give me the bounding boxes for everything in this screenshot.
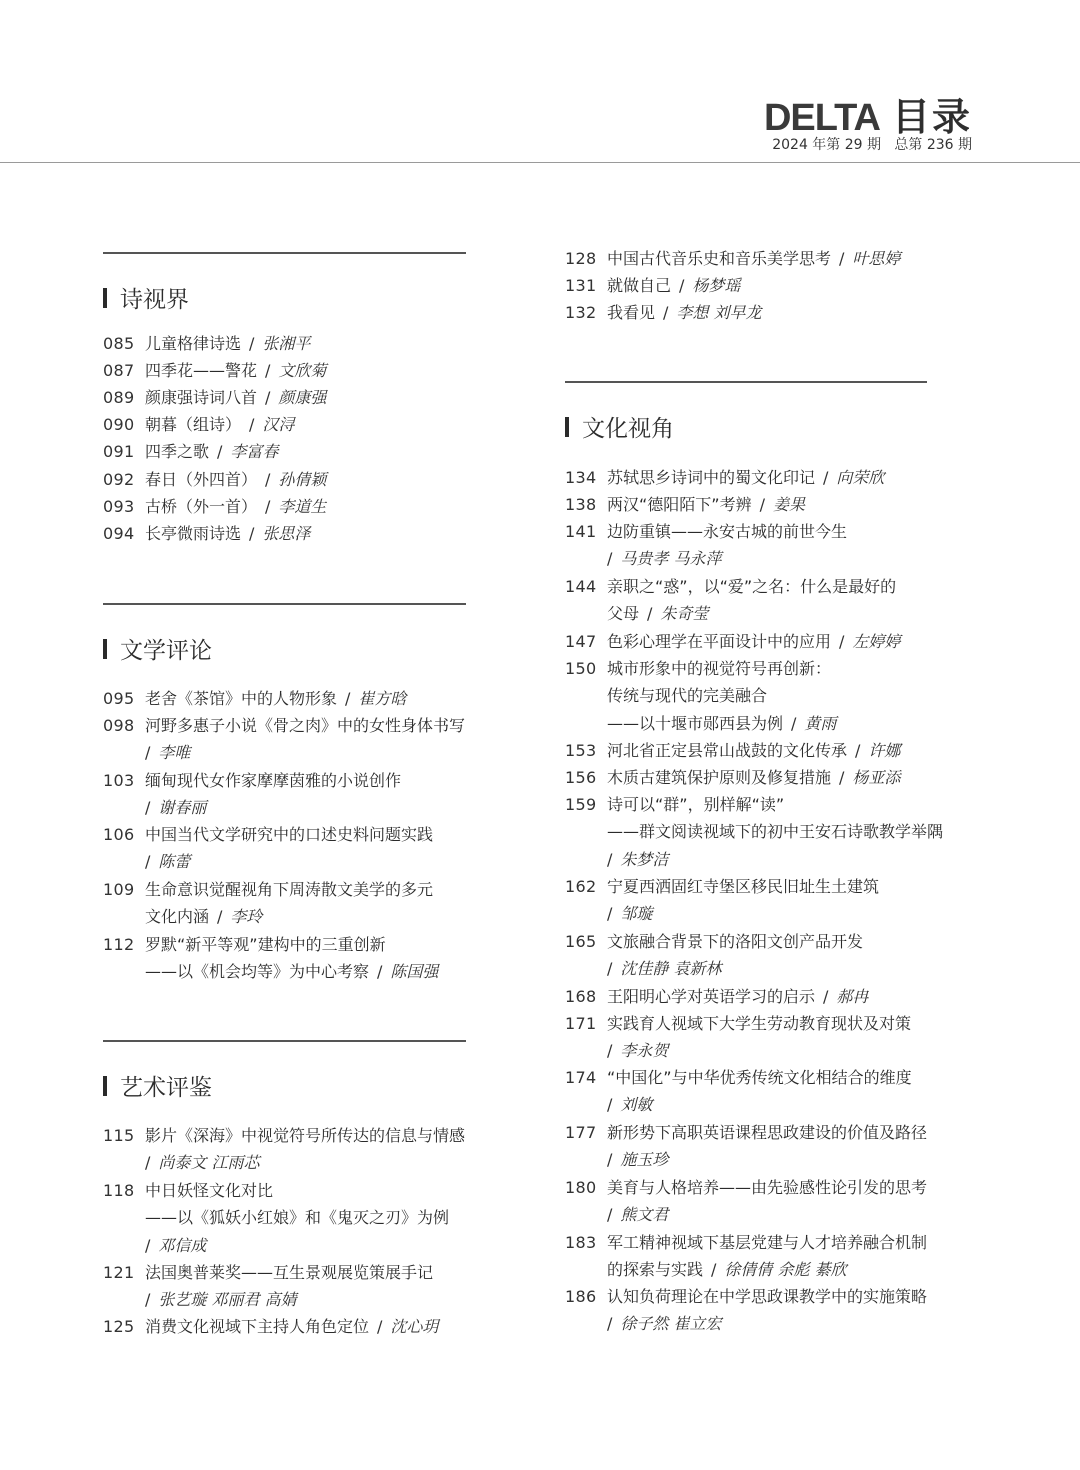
page-number: 165 bbox=[565, 932, 597, 951]
toc-entry[interactable] bbox=[565, 983, 868, 1010]
entry-title-cont: 传统与现代的完美融合 bbox=[607, 686, 768, 706]
entry-author: 文欣菊 bbox=[278, 361, 327, 380]
separator: / bbox=[345, 689, 351, 708]
entry-title: 颜康强诗词八首 bbox=[145, 388, 258, 407]
entry-title: 古桥（外一首） bbox=[145, 497, 258, 516]
separator: / bbox=[839, 632, 845, 651]
toc-entry[interactable] bbox=[103, 466, 326, 493]
entry-title: 法国奥普莱奖——互生景观展览策展手记 bbox=[145, 1263, 434, 1282]
page-number: 091 bbox=[103, 442, 135, 461]
separator: / bbox=[145, 852, 151, 872]
issue-info: 2024 年第 29 期 总第 236 期 bbox=[772, 137, 972, 153]
entry-title: 木质古建筑保护原则及修复措施 bbox=[607, 768, 832, 787]
page-number: 087 bbox=[103, 361, 135, 380]
separator: / bbox=[647, 604, 653, 624]
entry-title-cont: 父母 bbox=[607, 604, 640, 624]
entry-author: 张湘平 bbox=[262, 334, 311, 353]
page-number: 121 bbox=[103, 1263, 135, 1282]
separator: / bbox=[607, 1095, 613, 1115]
section-title-text: 诗视界 bbox=[120, 287, 189, 313]
entry-author: 陈国强 bbox=[390, 962, 439, 982]
page-number: 112 bbox=[103, 935, 135, 954]
entry-author: 左婷婷 bbox=[852, 632, 901, 651]
separator: / bbox=[607, 1314, 613, 1334]
toc-entry[interactable] bbox=[565, 628, 900, 655]
entry-title: 罗默“新平等观”建构中的三重创新 bbox=[145, 935, 386, 954]
entry-title: 边防重镇——永安古城的前世今生 bbox=[607, 522, 848, 541]
entry-author: 邹璇 bbox=[620, 904, 653, 924]
separator: / bbox=[711, 1260, 717, 1280]
section-divider bbox=[103, 252, 466, 254]
entry-title: 长亭微雨诗选 bbox=[145, 524, 242, 543]
toc-entry[interactable] bbox=[103, 520, 310, 547]
entry-title: 军工精神视域下基层党建与人才培养融合机制 bbox=[607, 1233, 928, 1252]
entry-author: 孙倩颖 bbox=[278, 470, 327, 489]
entry-author: 刘敏 bbox=[620, 1095, 653, 1115]
toc-entry[interactable] bbox=[565, 245, 900, 272]
entry-title: 中国古代音乐史和音乐美学思考 bbox=[607, 249, 832, 268]
separator: / bbox=[607, 959, 613, 979]
entry-author: 李唯 bbox=[158, 743, 191, 763]
separator: / bbox=[607, 1205, 613, 1225]
separator: / bbox=[839, 249, 845, 268]
entry-author: 李富春 bbox=[230, 442, 279, 461]
toc-entry[interactable] bbox=[565, 1064, 912, 1119]
entry-title-cont: 文化内涵 bbox=[145, 907, 210, 927]
section-divider bbox=[103, 603, 466, 605]
entry-author: 李永贺 bbox=[620, 1041, 669, 1061]
entry-title: 王阳明心学对英语学习的启示 bbox=[607, 987, 816, 1006]
entry-title: 四季花——警花 bbox=[145, 361, 258, 380]
entry-title-cont: ——以《狐妖小红娘》和《鬼灭之刃》为例 bbox=[145, 1208, 450, 1228]
page-number: 144 bbox=[565, 577, 597, 596]
page-number: 125 bbox=[103, 1317, 135, 1336]
separator: / bbox=[249, 415, 255, 434]
entry-author: 崔方晗 bbox=[358, 689, 407, 708]
page-number: 183 bbox=[565, 1233, 597, 1252]
separator: / bbox=[249, 524, 255, 543]
section-marker-icon bbox=[103, 639, 107, 659]
toc-entry[interactable] bbox=[103, 438, 278, 465]
entry-title-cont: ——以十堰市郧西县为例 bbox=[607, 713, 784, 733]
entry-title: 实践育人视域下大学生劳动教育现状及对策 bbox=[607, 1014, 912, 1033]
separator: / bbox=[265, 470, 271, 489]
page-number: 134 bbox=[565, 468, 597, 487]
page-number: 118 bbox=[103, 1181, 135, 1200]
page-number: 095 bbox=[103, 689, 135, 708]
entry-author: 朱奇莹 bbox=[660, 604, 709, 624]
toc-entry[interactable] bbox=[565, 873, 879, 928]
entry-title: 两汉“德阳陌下”考辨 bbox=[607, 495, 752, 514]
separator: / bbox=[145, 798, 151, 818]
toc-entry[interactable] bbox=[565, 464, 884, 491]
separator: / bbox=[145, 1235, 151, 1255]
page-number: 098 bbox=[103, 716, 135, 735]
entry-author: 向荣欣 bbox=[836, 468, 885, 487]
entry-title: 春日（外四首） bbox=[145, 470, 258, 489]
entry-title: 宁夏西洒固红寺堡区移民旧址生土建筑 bbox=[607, 877, 880, 896]
page-number: 174 bbox=[565, 1068, 597, 1087]
entry-title: 我看见 bbox=[607, 303, 656, 322]
page-number: 186 bbox=[565, 1287, 597, 1306]
magazine-masthead bbox=[764, 86, 972, 141]
page-title: 目录 bbox=[891, 95, 972, 139]
entry-author: 姜果 bbox=[772, 495, 805, 514]
separator: / bbox=[265, 388, 271, 407]
entry-author: 邓信成 bbox=[158, 1235, 207, 1255]
separator: / bbox=[145, 1290, 151, 1310]
toc-entry[interactable] bbox=[103, 876, 433, 931]
toc-entry[interactable] bbox=[103, 384, 326, 411]
toc-entry[interactable] bbox=[103, 821, 433, 876]
toc-entry[interactable] bbox=[565, 573, 896, 628]
page-number: 138 bbox=[565, 495, 597, 514]
separator: / bbox=[679, 276, 685, 295]
page-number: 089 bbox=[103, 388, 135, 407]
entry-author: 熊文君 bbox=[620, 1205, 669, 1225]
entry-author: 尚泰文 江雨芯 bbox=[158, 1153, 260, 1173]
page-number: 090 bbox=[103, 415, 135, 434]
toc-entry[interactable] bbox=[565, 1010, 911, 1065]
toc-entry[interactable] bbox=[565, 272, 740, 299]
entry-author: 徐倩倩 余彪 綦欣 bbox=[724, 1260, 847, 1280]
entry-title-cont: ——以《机会均等》为中心考察 bbox=[145, 962, 370, 982]
entry-title: 色彩心理学在平面设计中的应用 bbox=[607, 632, 832, 651]
section-marker-icon bbox=[565, 417, 569, 437]
separator: / bbox=[607, 1041, 613, 1061]
toc-entry[interactable] bbox=[565, 928, 863, 983]
entry-author: 汉浔 bbox=[262, 415, 295, 434]
section-title-culture bbox=[565, 410, 674, 443]
page-number: 159 bbox=[565, 795, 597, 814]
entry-author: 沈佳静 袁新林 bbox=[620, 959, 722, 979]
entry-author: 施玉珍 bbox=[620, 1150, 669, 1170]
page-number: 171 bbox=[565, 1014, 597, 1033]
entry-author: 叶思婷 bbox=[852, 249, 901, 268]
entry-title: 儿童格律诗选 bbox=[145, 334, 242, 353]
page-number: 162 bbox=[565, 877, 597, 896]
page-number: 177 bbox=[565, 1123, 597, 1142]
toc-entry[interactable] bbox=[103, 685, 406, 712]
separator: / bbox=[759, 495, 765, 514]
page-number: 085 bbox=[103, 334, 135, 353]
separator: / bbox=[217, 907, 223, 927]
section-title-text: 文化视角 bbox=[582, 416, 674, 442]
page-number: 106 bbox=[103, 825, 135, 844]
separator: / bbox=[607, 904, 613, 924]
toc-entry[interactable] bbox=[565, 1174, 927, 1229]
entry-title-cont: 的探索与实践 bbox=[607, 1260, 704, 1280]
entry-title: 缅甸现代女作家摩摩茵雅的小说创作 bbox=[145, 771, 402, 790]
page-number: 128 bbox=[565, 249, 597, 268]
separator: / bbox=[607, 549, 613, 569]
page-number: 168 bbox=[565, 987, 597, 1006]
section-marker-icon bbox=[103, 288, 107, 308]
toc-entry[interactable] bbox=[565, 655, 836, 737]
entry-title: 认知负荷理论在中学思政课教学中的实施策略 bbox=[607, 1287, 928, 1306]
toc-entry[interactable] bbox=[103, 357, 326, 384]
section-divider bbox=[103, 1040, 466, 1042]
section-title-text: 文学评论 bbox=[120, 638, 212, 664]
separator: / bbox=[823, 987, 829, 1006]
entry-title: 中国当代文学研究中的口述史料问题实践 bbox=[145, 825, 434, 844]
toc-entry[interactable] bbox=[103, 1313, 438, 1340]
separator: / bbox=[663, 303, 669, 322]
page-number: 156 bbox=[565, 768, 597, 787]
separator: / bbox=[855, 741, 861, 760]
entry-title: 四季之歌 bbox=[145, 442, 210, 461]
entry-author: 许娜 bbox=[868, 741, 901, 760]
toc-entry[interactable] bbox=[565, 1119, 927, 1174]
toc-entry[interactable] bbox=[565, 1229, 927, 1284]
entry-title: 生命意识觉醒视角下周涛散文美学的多元 bbox=[145, 880, 434, 899]
entry-title: 河野多惠子小说《骨之肉》中的女性身体书写 bbox=[145, 716, 466, 735]
toc-entry[interactable] bbox=[103, 931, 438, 986]
entry-title: 美育与人格培养——由先验感性论引发的思考 bbox=[607, 1178, 928, 1197]
entry-author: 杨梦瑶 bbox=[692, 276, 741, 295]
toc-entry[interactable] bbox=[565, 299, 762, 326]
separator: / bbox=[265, 361, 271, 380]
page-number: 115 bbox=[103, 1126, 135, 1145]
toc-entry[interactable] bbox=[103, 411, 294, 438]
entry-title: 诗可以“群”，别样解“读” bbox=[607, 795, 785, 814]
header-divider bbox=[0, 162, 1080, 163]
entry-author: 郝冉 bbox=[836, 987, 869, 1006]
page-number: 109 bbox=[103, 880, 135, 899]
entry-title: 消费文化视域下主持人角色定位 bbox=[145, 1317, 370, 1336]
entry-title: 苏轼思乡诗词中的蜀文化印记 bbox=[607, 468, 816, 487]
toc-entry[interactable] bbox=[565, 491, 805, 518]
toc-entry[interactable] bbox=[103, 1122, 465, 1177]
separator: / bbox=[791, 713, 797, 733]
separator: / bbox=[607, 1150, 613, 1170]
page-number: 094 bbox=[103, 524, 135, 543]
entry-author: 谢春丽 bbox=[158, 798, 207, 818]
entry-author: 黄雨 bbox=[804, 713, 837, 733]
toc-entry[interactable] bbox=[565, 764, 900, 791]
page-number: 103 bbox=[103, 771, 135, 790]
separator: / bbox=[377, 1317, 383, 1336]
entry-author: 杨亚添 bbox=[852, 768, 901, 787]
separator: / bbox=[265, 497, 271, 516]
entry-author: 张思泽 bbox=[262, 524, 311, 543]
entry-author: 沈心玥 bbox=[390, 1317, 439, 1336]
page-number: 092 bbox=[103, 470, 135, 489]
page-number: 132 bbox=[565, 303, 597, 322]
separator: / bbox=[377, 962, 383, 982]
separator: / bbox=[839, 768, 845, 787]
section-title-poetry bbox=[103, 281, 189, 314]
section-title-art bbox=[103, 1069, 212, 1102]
toc-entry[interactable] bbox=[103, 493, 326, 520]
section-marker-icon bbox=[103, 1076, 107, 1096]
entry-author: 马贵孝 马永萍 bbox=[620, 549, 722, 569]
toc-entry[interactable] bbox=[103, 330, 310, 357]
entry-title: 朝暮（组诗） bbox=[145, 415, 242, 434]
section-title-literary bbox=[103, 632, 212, 665]
toc-entry[interactable] bbox=[103, 767, 401, 822]
toc-entry[interactable] bbox=[103, 712, 465, 767]
entry-title-cont: ——群文阅读视域下的初中王安石诗歌教学举隅 bbox=[607, 822, 944, 842]
entry-author: 张艺璇 邓丽君 高婧 bbox=[158, 1290, 297, 1310]
entry-title: 就做自己 bbox=[607, 276, 672, 295]
entry-title: 城市形象中的视觉符号再创新： bbox=[607, 659, 832, 678]
entry-author: 徐子然 崔立宏 bbox=[620, 1314, 722, 1334]
toc-entry[interactable] bbox=[103, 1177, 449, 1259]
entry-title: 中日妖怪文化对比 bbox=[145, 1181, 274, 1200]
entry-author: 李道生 bbox=[278, 497, 327, 516]
entry-author: 李玲 bbox=[230, 907, 263, 927]
page-number: 147 bbox=[565, 632, 597, 651]
page-number: 150 bbox=[565, 659, 597, 678]
delta-logo: DELTA bbox=[763, 97, 880, 139]
separator: / bbox=[145, 743, 151, 763]
entry-title: 老舍《茶馆》中的人物形象 bbox=[145, 689, 338, 708]
entry-title: 河北省正定县常山战鼓的文化传承 bbox=[607, 741, 848, 760]
entry-title: 亲职之“惑”，以“爱”之名：什么是最好的 bbox=[607, 577, 897, 596]
toc-entry[interactable] bbox=[565, 518, 847, 573]
page-number: 131 bbox=[565, 276, 597, 295]
page-number: 180 bbox=[565, 1178, 597, 1197]
page-number: 141 bbox=[565, 522, 597, 541]
toc-entry[interactable] bbox=[565, 737, 900, 764]
toc-entry[interactable] bbox=[103, 1259, 433, 1314]
entry-author: 李想 刘早龙 bbox=[676, 303, 762, 322]
separator: / bbox=[823, 468, 829, 487]
separator: / bbox=[607, 849, 613, 869]
separator: / bbox=[249, 334, 255, 353]
entry-author: 朱梦洁 bbox=[620, 849, 669, 869]
entry-author: 陈蕾 bbox=[158, 852, 191, 872]
entry-title: 影片《深海》中视觉符号所传达的信息与情感 bbox=[145, 1126, 466, 1145]
toc-entry[interactable] bbox=[565, 1283, 927, 1338]
toc-entry[interactable] bbox=[565, 791, 943, 873]
section-divider bbox=[565, 381, 927, 383]
page-number: 153 bbox=[565, 741, 597, 760]
entry-title: 新形势下高职英语课程思政建设的价值及路径 bbox=[607, 1123, 928, 1142]
entry-title: “中国化”与中华优秀传统文化相结合的维度 bbox=[607, 1068, 912, 1087]
separator: / bbox=[145, 1153, 151, 1173]
entry-title: 文旅融合背景下的洛阳文创产品开发 bbox=[607, 932, 864, 951]
separator: / bbox=[217, 442, 223, 461]
entry-author: 颜康强 bbox=[278, 388, 327, 407]
section-title-text: 艺术评鉴 bbox=[120, 1075, 212, 1101]
page-number: 093 bbox=[103, 497, 135, 516]
